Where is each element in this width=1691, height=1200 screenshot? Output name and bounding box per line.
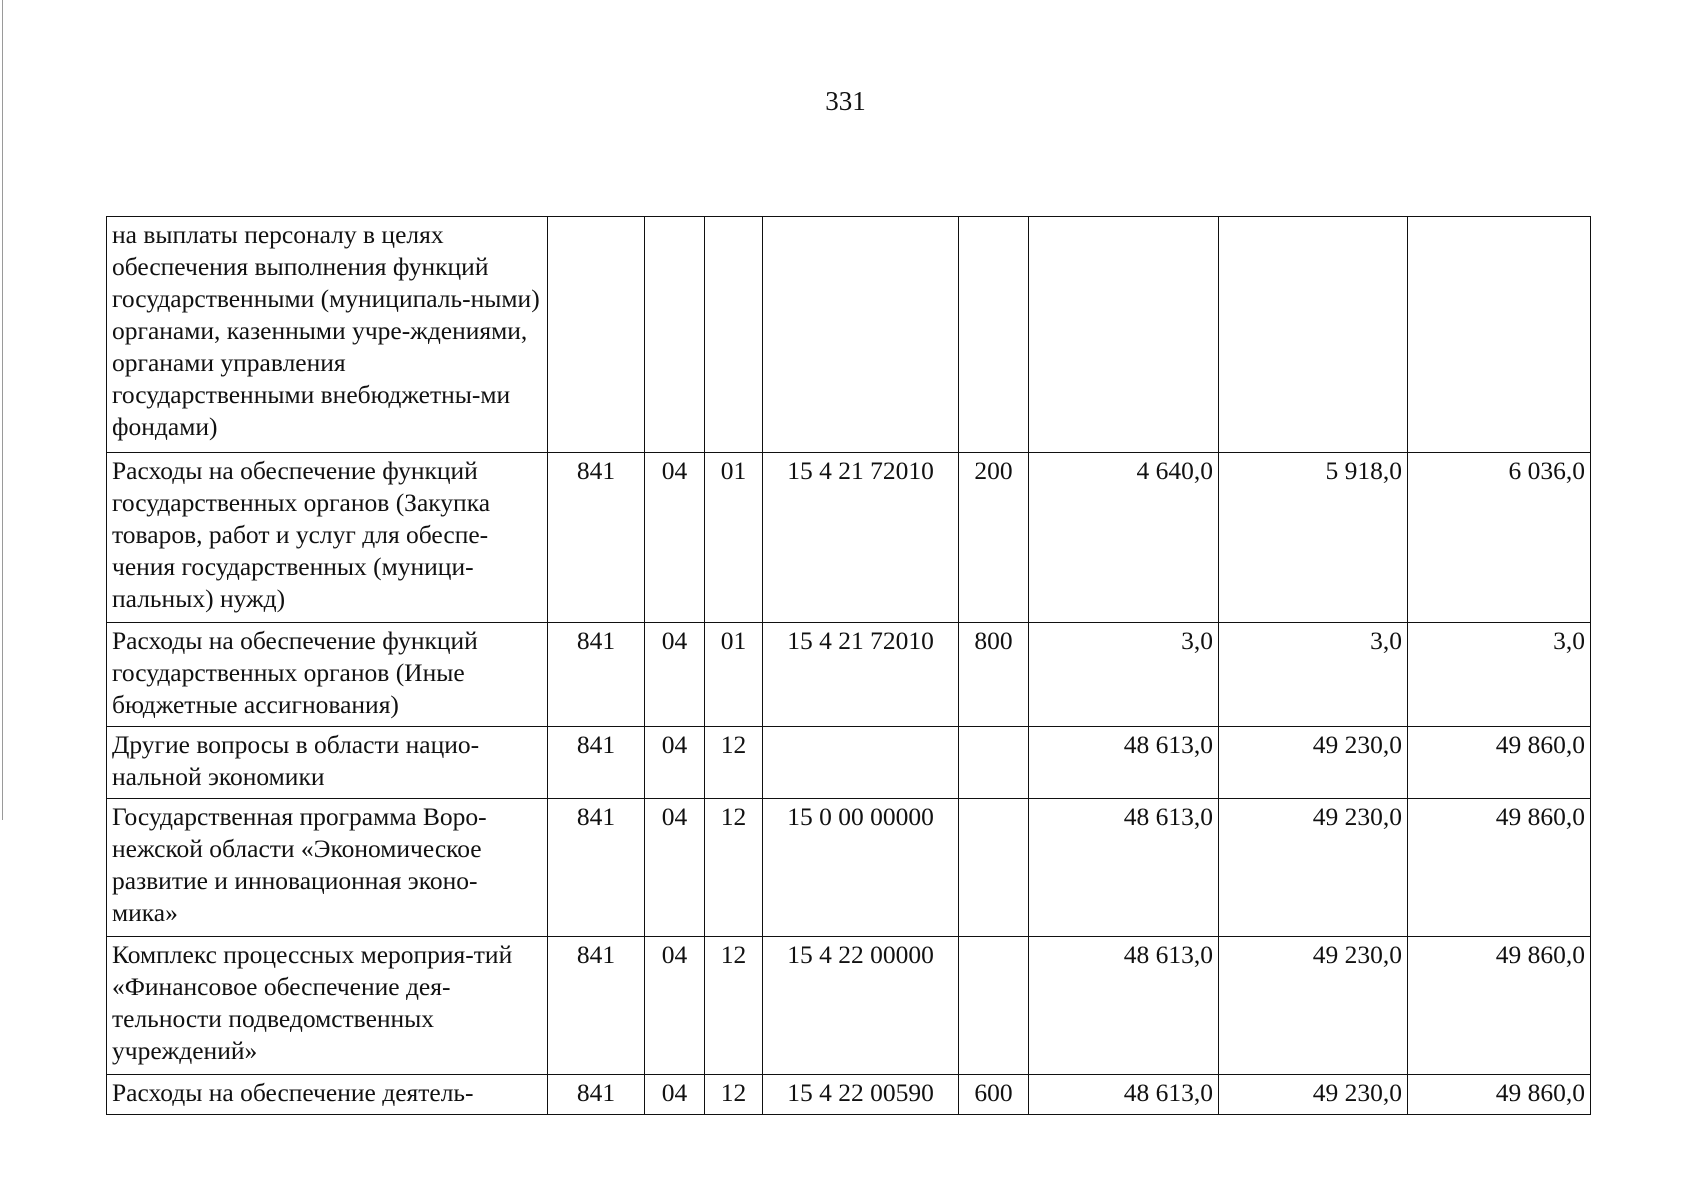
rz-code: 04	[661, 940, 688, 969]
year3-amount: 49 860,0	[1495, 940, 1585, 969]
ved-code: 841	[576, 456, 616, 485]
year2-amount: 3,0	[1370, 626, 1402, 655]
year2-amount: 5 918,0	[1325, 456, 1402, 485]
year2-cell	[1219, 623, 1408, 727]
row-name: Комплекс процессных мероприя-тий «Финансовое обеспечение дея-тельности подведомственных учреждений»	[112, 940, 513, 1065]
rz-cell	[645, 1075, 705, 1115]
pr-cell	[705, 799, 763, 937]
ved-cell	[548, 937, 645, 1075]
table-row	[107, 799, 1591, 937]
year3-cell	[1408, 937, 1591, 1075]
year1-cell	[1029, 937, 1219, 1075]
year2-cell	[1219, 799, 1408, 937]
cs-code: 15 4 21 72010	[787, 456, 934, 485]
pr-cell	[705, 1075, 763, 1115]
year3-amount: 49 860,0	[1495, 730, 1585, 759]
year2-cell	[1219, 217, 1408, 453]
table-row	[107, 1075, 1591, 1115]
year1-amount: 3,0	[1181, 626, 1213, 655]
row-name: Государственная программа Воро-нежской области «Экономическое развитие и инновационная эконо-мика»	[112, 802, 487, 927]
year3-cell	[1408, 217, 1591, 453]
pr-code: 12	[720, 940, 747, 969]
vr-code: 200	[974, 456, 1013, 485]
year1-cell	[1029, 799, 1219, 937]
cs-code: 15 0 00 00000	[787, 802, 934, 831]
year3-amount: 49 860,0	[1495, 1078, 1585, 1107]
year1-cell	[1029, 1075, 1219, 1115]
rz-code: 04	[661, 1078, 688, 1107]
pr-cell	[705, 727, 763, 799]
cs-cell	[763, 937, 959, 1075]
table-row	[107, 623, 1591, 727]
year1-amount: 4 640,0	[1136, 456, 1213, 485]
year1-cell	[1029, 217, 1219, 453]
year1-amount: 48 613,0	[1123, 730, 1213, 759]
page-number: 331	[825, 86, 866, 116]
year3-cell	[1408, 727, 1591, 799]
year2-amount: 49 230,0	[1312, 940, 1402, 969]
pr-code: 12	[720, 802, 747, 831]
row-name: Другие вопросы в области нацио-нальной экономики	[112, 730, 480, 791]
year2-amount: 49 230,0	[1312, 1078, 1402, 1107]
row-name: Расходы на обеспечение деятель-	[112, 1078, 474, 1107]
rz-cell	[645, 799, 705, 937]
ved-code: 841	[576, 1078, 616, 1107]
pr-code: 01	[720, 456, 747, 485]
rz-cell	[645, 727, 705, 799]
pr-code: 12	[720, 730, 747, 759]
ved-cell	[548, 1075, 645, 1115]
vr-code: 600	[974, 1078, 1013, 1107]
cs-code: 15 4 21 72010	[787, 626, 934, 655]
ved-cell	[548, 217, 645, 453]
vr-cell	[959, 937, 1029, 1075]
year3-cell	[1408, 1075, 1591, 1115]
cs-cell	[763, 727, 959, 799]
rz-cell	[645, 623, 705, 727]
ved-code: 841	[576, 940, 616, 969]
year2-cell	[1219, 1075, 1408, 1115]
scan-left-edge-line	[2, 0, 3, 820]
ved-code: 841	[576, 802, 616, 831]
vr-cell	[959, 217, 1029, 453]
year1-amount: 48 613,0	[1123, 1078, 1213, 1107]
cs-cell	[763, 1075, 959, 1115]
ved-code: 841	[576, 626, 616, 655]
year3-cell	[1408, 623, 1591, 727]
year1-cell	[1029, 623, 1219, 727]
cs-cell	[763, 217, 959, 453]
row-name-cell	[107, 727, 548, 799]
ved-cell	[548, 727, 645, 799]
rz-code: 04	[661, 456, 688, 485]
cs-code: 15 4 22 00000	[787, 940, 934, 969]
rz-cell	[645, 937, 705, 1075]
pr-code: 12	[720, 1078, 747, 1107]
year2-cell	[1219, 937, 1408, 1075]
year3-amount: 49 860,0	[1495, 802, 1585, 831]
pr-cell	[705, 453, 763, 623]
row-name-cell	[107, 799, 548, 937]
ved-cell	[548, 799, 645, 937]
rz-cell	[645, 217, 705, 453]
vr-cell	[959, 623, 1029, 727]
table-row	[107, 937, 1591, 1075]
ved-code: 841	[576, 730, 616, 759]
year1-cell	[1029, 727, 1219, 799]
pr-code: 01	[720, 626, 747, 655]
vr-code: 800	[974, 626, 1013, 655]
row-name-cell	[107, 217, 548, 453]
budget-table	[106, 216, 1591, 1115]
cs-cell	[763, 799, 959, 937]
year1-amount: 48 613,0	[1123, 940, 1213, 969]
year2-amount: 49 230,0	[1312, 730, 1402, 759]
year2-cell	[1219, 727, 1408, 799]
row-name-cell	[107, 937, 548, 1075]
pr-cell	[705, 217, 763, 453]
table-row	[107, 453, 1591, 623]
row-name-cell	[107, 453, 548, 623]
rz-cell	[645, 453, 705, 623]
vr-cell	[959, 453, 1029, 623]
row-name-cell	[107, 1075, 548, 1115]
row-name-cell	[107, 623, 548, 727]
pr-cell	[705, 937, 763, 1075]
year1-amount: 48 613,0	[1123, 802, 1213, 831]
vr-cell	[959, 1075, 1029, 1115]
rz-code: 04	[661, 802, 688, 831]
vr-cell	[959, 727, 1029, 799]
vr-cell	[959, 799, 1029, 937]
rz-code: 04	[661, 730, 688, 759]
year3-cell	[1408, 453, 1591, 623]
table-row	[107, 727, 1591, 799]
year1-cell	[1029, 453, 1219, 623]
year3-amount: 3,0	[1553, 626, 1585, 655]
year2-cell	[1219, 453, 1408, 623]
cs-cell	[763, 623, 959, 727]
year2-amount: 49 230,0	[1312, 802, 1402, 831]
table-row	[107, 217, 1591, 453]
row-name: Расходы на обеспечение функций государственных органов (Иные бюджетные ассигнования)	[112, 626, 478, 719]
row-name: Расходы на обеспечение функций государственных органов (Закупка товаров, работ и услуг для обеспе-чения государственных (муници-пальных) нужд)	[112, 456, 491, 613]
year3-amount: 6 036,0	[1508, 456, 1585, 485]
cs-code: 15 4 22 00590	[787, 1078, 934, 1107]
row-name: на выплаты персоналу в целях обеспечения выполнения функций государственными (муниципаль-ными) органами, казенными учре-ждениями, органами управления государственными внебюджетны-ми фондами)	[112, 220, 540, 441]
cs-cell	[763, 453, 959, 623]
pr-cell	[705, 623, 763, 727]
year3-cell	[1408, 799, 1591, 937]
ved-cell	[548, 623, 645, 727]
rz-code: 04	[661, 626, 688, 655]
ved-cell	[548, 453, 645, 623]
